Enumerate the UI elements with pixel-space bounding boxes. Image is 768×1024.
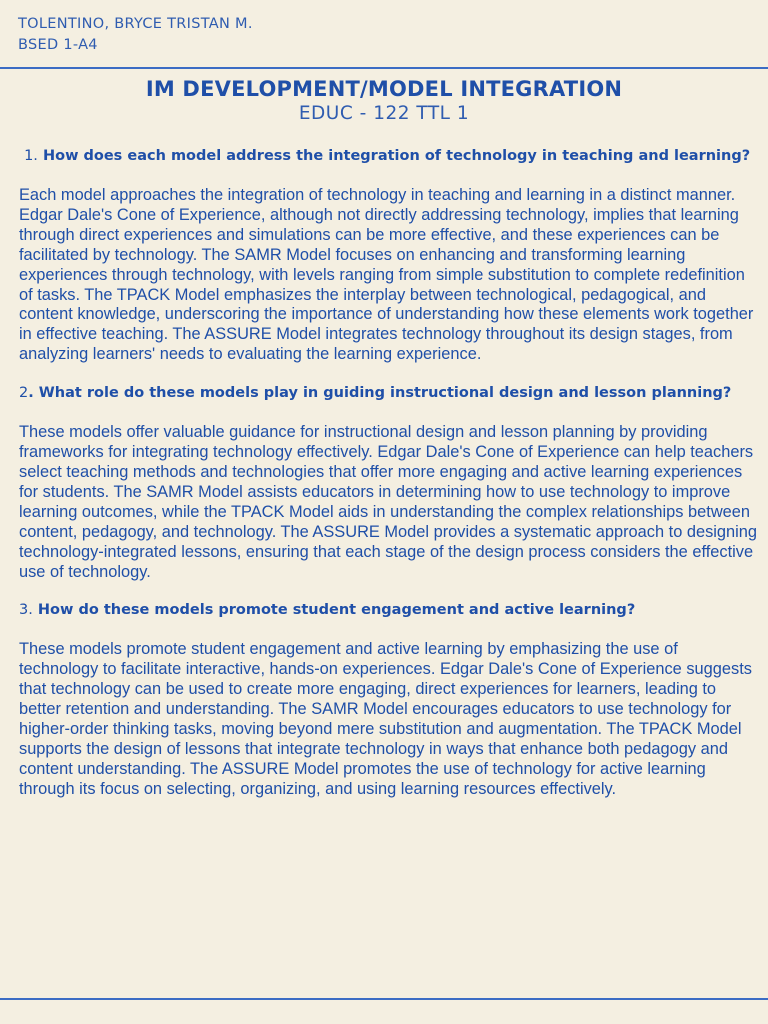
document-body [19, 146, 761, 818]
section-1 [19, 146, 761, 365]
bottom-divider [0, 998, 768, 1000]
question-number: 1. [24, 148, 38, 164]
page-subtitle: EDUC - 122 TTL 1 [298, 103, 470, 124]
answer-3: These models promote student engagement and active learning by emphasizing the use of technology to facilitate interactive, hands-on experiences. Edgar Dale's Cone of Experience suggests that technology can be used to create more engaging, direct experiences for learners, leading to better retention and understanding. The SAMR Model encourages educators to use technology for higher-order thinking tasks, moving beyond mere substitution and augmentation. The TPACK Model supports the design of lessons that integrate technology in ways that enhance both pedagogy and content understanding. The ASSURE Model promotes the use of technology for active learning through its focus on selecting, organizing, and using learning resources effectively. [19, 640, 752, 798]
student-name: TOLENTINO, BRYCE TRISTAN M. [18, 16, 253, 32]
section-2 [19, 383, 761, 582]
answer-2: These models offer valuable guidance for instructional design and lesson planning by providing frameworks for integrating technology effectively. Edgar Dale's Cone of Experience can help teachers select teaching methods and technologies that offer more engaging and active learning experiences for students. The SAMR Model assists educators in determining how to use technology to improve learning outcomes, while the TPACK Model aids in understanding the complex relationships between content, pedagogy, and technology. The ASSURE Model provides a systematic approach to designing technology-integrated lessons, ensuring that each stage of the design process considers the effective use of technology. [19, 423, 758, 581]
answer-1: Each model approaches the integration of technology in teaching and learning in a distinct manner. Edgar Dale's Cone of Experience, although not directly addressing technology, implies that learning through direct experiences and simulations can be more effective, and these experiences can be facilitated by technology. The SAMR Model focuses on enhancing and transforming learning experiences through technology, with levels ranging from simple substitution to complete redefinition of tasks. The TPACK Model emphasizes the interplay between technological, pedagogical, and content knowledge, underscoring the importance of understanding how these elements work together in effective teaching. The ASSURE Model integrates technology throughout its design stages, from analyzing learners' needs to evaluating the learning experience. [19, 186, 754, 364]
section-3 [19, 600, 761, 799]
question-number: 2 [19, 385, 29, 402]
question-3 [19, 600, 761, 620]
author-header [18, 14, 253, 56]
student-section: BSED 1-A4 [18, 37, 98, 53]
question-text: How does each model address the integration of technology in teaching and learning? [42, 148, 751, 164]
question-2 [19, 383, 761, 403]
question-text: . What role do these models play in guiding instructional design and lesson planning? [28, 385, 732, 402]
question-1 [19, 146, 761, 166]
question-number: 3. [19, 602, 33, 619]
page-title: IM DEVELOPMENT/MODEL INTEGRATION [145, 77, 623, 101]
question-text: How do these models promote student engagement and active learning? [37, 602, 636, 619]
top-divider [0, 67, 768, 69]
